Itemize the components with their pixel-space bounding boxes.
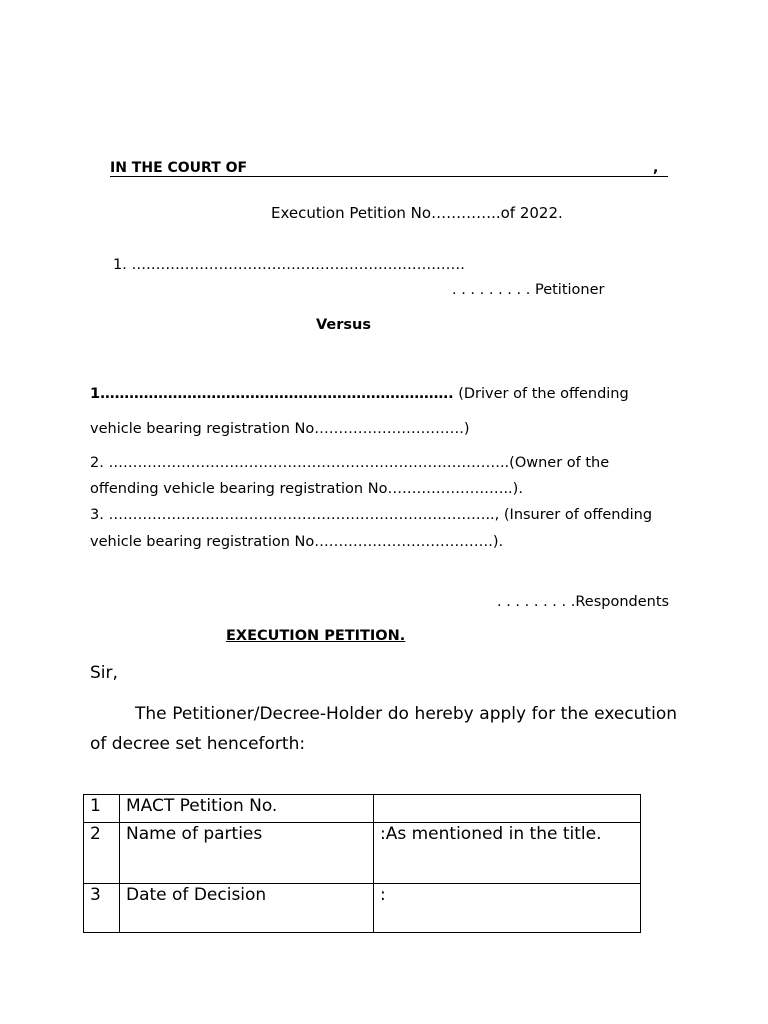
document-title: EXECUTION PETITION.	[226, 628, 406, 644]
row-label: MACT Petition No.	[120, 795, 374, 823]
row-label: Date of Decision	[120, 884, 374, 933]
body-paragraph: The Petitioner/Decree-Holder do hereby apply for the execution of decree set henceforth:	[90, 704, 677, 754]
table-row	[84, 795, 641, 823]
versus-label: Versus	[316, 317, 371, 333]
respondent-3-line-2: vehicle bearing registration No……………………………….).	[90, 534, 504, 550]
respondent-1-desc: (Driver of the offending	[453, 386, 629, 402]
respondent-2-line-1: 2. ………………………………………………………………………..(Owner of the	[90, 455, 610, 471]
court-label: IN THE COURT OF	[110, 160, 248, 176]
respondent-1-line-1	[90, 386, 677, 402]
execution-petition-number: Execution Petition No…………..of 2022.	[271, 204, 563, 222]
court-comma: ,	[653, 160, 659, 176]
respondent-1-line-2: vehicle bearing registration No………………………….)	[90, 421, 470, 437]
decree-details-table	[83, 794, 641, 933]
row-number: 1	[84, 795, 120, 823]
respondent-3-line-1: 3. …………………………………………………………………….., (Insurer of offending	[90, 507, 653, 523]
respondent-1-dots: 1……………………………………………………………….	[90, 386, 454, 402]
row-number: 3	[84, 884, 120, 933]
row-value	[374, 795, 641, 823]
respondents-label: . . . . . . . . .Respondents	[497, 594, 670, 610]
salutation: Sir,	[90, 663, 118, 683]
table-row	[84, 823, 641, 884]
row-label: Name of parties	[120, 823, 374, 884]
court-heading-line	[110, 160, 668, 177]
row-value: :	[374, 884, 641, 933]
petitioner-label: . . . . . . . . . Petitioner	[452, 282, 605, 298]
table-row	[84, 884, 641, 933]
respondent-2-line-2: offending vehicle bearing registration No……………………..).	[90, 481, 523, 497]
petitioner-line: 1. ……………………………………………………………	[113, 257, 465, 273]
row-value: :As mentioned in the title.	[374, 823, 641, 884]
row-number: 2	[84, 823, 120, 884]
